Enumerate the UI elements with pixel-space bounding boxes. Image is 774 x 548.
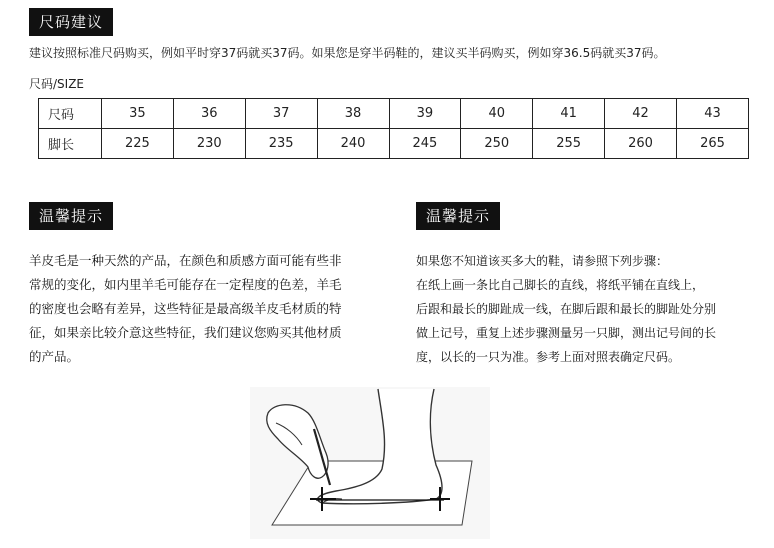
length-cell: 250 [461, 129, 533, 159]
length-row [39, 129, 749, 159]
tips-right-line: 度，以长的一只为准。参考上面对照表确定尺码。 [416, 350, 681, 364]
tips-left-text [29, 249, 394, 369]
size-label: 尺码/SIZE [29, 77, 85, 91]
size-cell: 39 [389, 99, 461, 129]
tips-left-line: 的密度也会略有差异，这些特征是最高级羊皮毛材质的特 [29, 301, 342, 316]
size-cell: 38 [317, 99, 389, 129]
length-cell: 265 [677, 129, 749, 159]
length-cell: 235 [245, 129, 317, 159]
size-cell: 43 [677, 99, 749, 129]
length-cell: 225 [102, 129, 174, 159]
length-cell: 260 [605, 129, 677, 159]
tips-right-title: 温馨提示 [416, 202, 500, 230]
size-cell: 36 [173, 99, 245, 129]
tips-left-line: 的产品。 [29, 349, 80, 364]
tips-right-line: 后跟和最长的脚趾成一线，在脚后跟和最长的脚趾处分别 [416, 302, 717, 316]
tips-left-title: 温馨提示 [29, 202, 113, 230]
tips-left-line: 常规的变化，如内里羊毛可能存在一定程度的色差，羊毛 [29, 277, 342, 292]
length-cell: 245 [389, 129, 461, 159]
size-row [39, 99, 749, 129]
tips-left-line: 征，如果亲比较介意这些特征，我们建议您购买其他材质 [29, 325, 342, 340]
tips-right-line: 在纸上画一条比自己脚长的直线，将纸平铺在直线上， [416, 278, 705, 292]
size-advice-title: 尺码建议 [29, 8, 113, 36]
length-cell: 230 [173, 129, 245, 159]
length-cell: 255 [533, 129, 605, 159]
size-chart-table [38, 98, 749, 159]
length-row-header: 脚长 [39, 129, 102, 159]
size-row-header: 尺码 [39, 99, 102, 129]
size-cell: 37 [245, 99, 317, 129]
tips-right-line: 做上记号，重复上述步骤测量另一只脚，测出记号间的长 [416, 326, 717, 340]
size-advice-intro: 建议按照标准尺码购买，例如平时穿37码就买37码。如果您是穿半码鞋的，建议买半码购买，例如穿36.5码就买37码。 [29, 46, 666, 60]
size-cell: 41 [533, 99, 605, 129]
size-cell: 40 [461, 99, 533, 129]
foot-measurement-illustration [250, 387, 490, 539]
size-cell: 35 [102, 99, 174, 129]
tips-right-line: 如果您不知道该买多大的鞋，请参照下列步骤： [416, 254, 669, 268]
size-cell: 42 [605, 99, 677, 129]
length-cell: 240 [317, 129, 389, 159]
tips-right-text [416, 249, 761, 369]
tips-left-line: 羊皮毛是一种天然的产品，在颜色和质感方面可能有些非 [29, 253, 342, 268]
